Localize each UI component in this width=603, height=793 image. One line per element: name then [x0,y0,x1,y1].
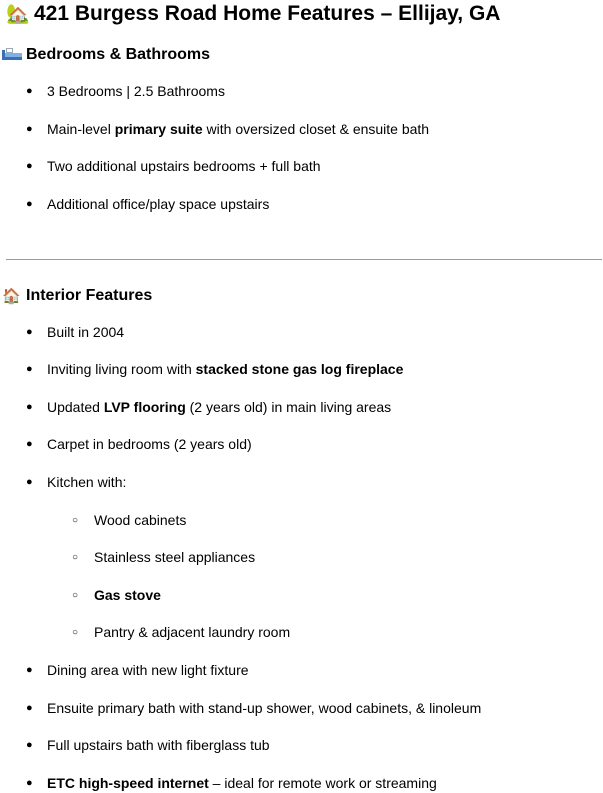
bullet-marker: ● [26,363,33,375]
sub-bullet-marker: ○ [72,626,79,638]
list-item [26,81,225,101]
list-item [26,773,437,793]
bullet-marker: ● [26,777,33,789]
sub-list-item [72,622,290,642]
list-item-text: Main-level primary suite with oversized closet & ensuite bath [47,121,430,137]
list-item [26,472,126,492]
list-item-text: Built in 2004 [47,324,125,340]
list-item-text: Carpet in bedrooms (2 years old) [47,436,252,452]
sub-list-item-text: Pantry & adjacent laundry room [94,624,291,640]
sub-bullet-marker: ○ [72,514,79,526]
list-item-text: Full upstairs bath with fiberglass tub [47,737,270,753]
list-item [26,698,481,718]
bullet-marker: ● [26,702,33,714]
list-item [26,735,270,755]
bullet-marker: ● [26,739,33,751]
bed-icon [2,48,24,63]
list-item [26,156,321,176]
bullet-marker: ● [26,160,33,172]
bullet-marker: ● [26,401,33,413]
list-item-text: Two additional upstairs bedrooms + full bath [47,158,321,174]
bullet-marker: ● [26,123,33,135]
bullet-marker: ● [26,326,33,338]
list-item-text: Additional office/play space upstairs [47,196,270,212]
list-item-text: Inviting living room with stacked stone gas log fireplace [47,361,404,377]
house-icon: 🏠 [2,286,21,305]
list-item-text: Ensuite primary bath with stand-up shower, wood cabinets, & linoleum [47,700,482,716]
page-title-text: 421 Burgess Road Home Features – Ellijay, GA [34,2,501,25]
sub-list-item [72,585,161,605]
page-title [6,0,500,28]
list-item-text: Updated LVP flooring (2 years old) in main living areas [47,399,392,415]
section-heading-bedrooms [2,44,210,66]
list-item [26,397,391,417]
bullet-marker: ● [26,198,33,210]
bullet-marker: ● [26,476,33,488]
sub-list-item-text: Wood cabinets [94,512,187,528]
house-with-garden-icon: 🏡 [6,2,30,25]
horizontal-divider [6,259,602,260]
sub-bullet-marker: ○ [72,551,79,563]
section-heading-text: Interior Features [26,287,153,304]
sub-list-item-text: Gas stove [94,587,161,603]
list-item [26,322,124,342]
list-item-text: Dining area with new light fixture [47,662,249,678]
bullet-marker: ● [26,664,33,676]
sub-list-item-text: Stainless steel appliances [94,549,256,565]
list-item-text: 3 Bedrooms | 2.5 Bathrooms [47,83,225,99]
sub-list-item [72,547,255,567]
list-item [26,660,249,680]
sub-bullet-marker: ○ [72,589,79,601]
list-item-text: ETC high-speed internet – ideal for remote work or streaming [47,775,437,791]
list-item [26,359,403,379]
bullet-marker: ● [26,438,33,450]
list-item [26,434,252,454]
section-heading-interior [2,285,152,307]
list-item [26,194,269,214]
sub-list-item [72,510,186,530]
list-item [26,119,429,139]
list-item-text: Kitchen with: [47,474,127,490]
bullet-marker: ● [26,85,33,97]
section-heading-text: Bedrooms & Bathrooms [26,46,211,63]
